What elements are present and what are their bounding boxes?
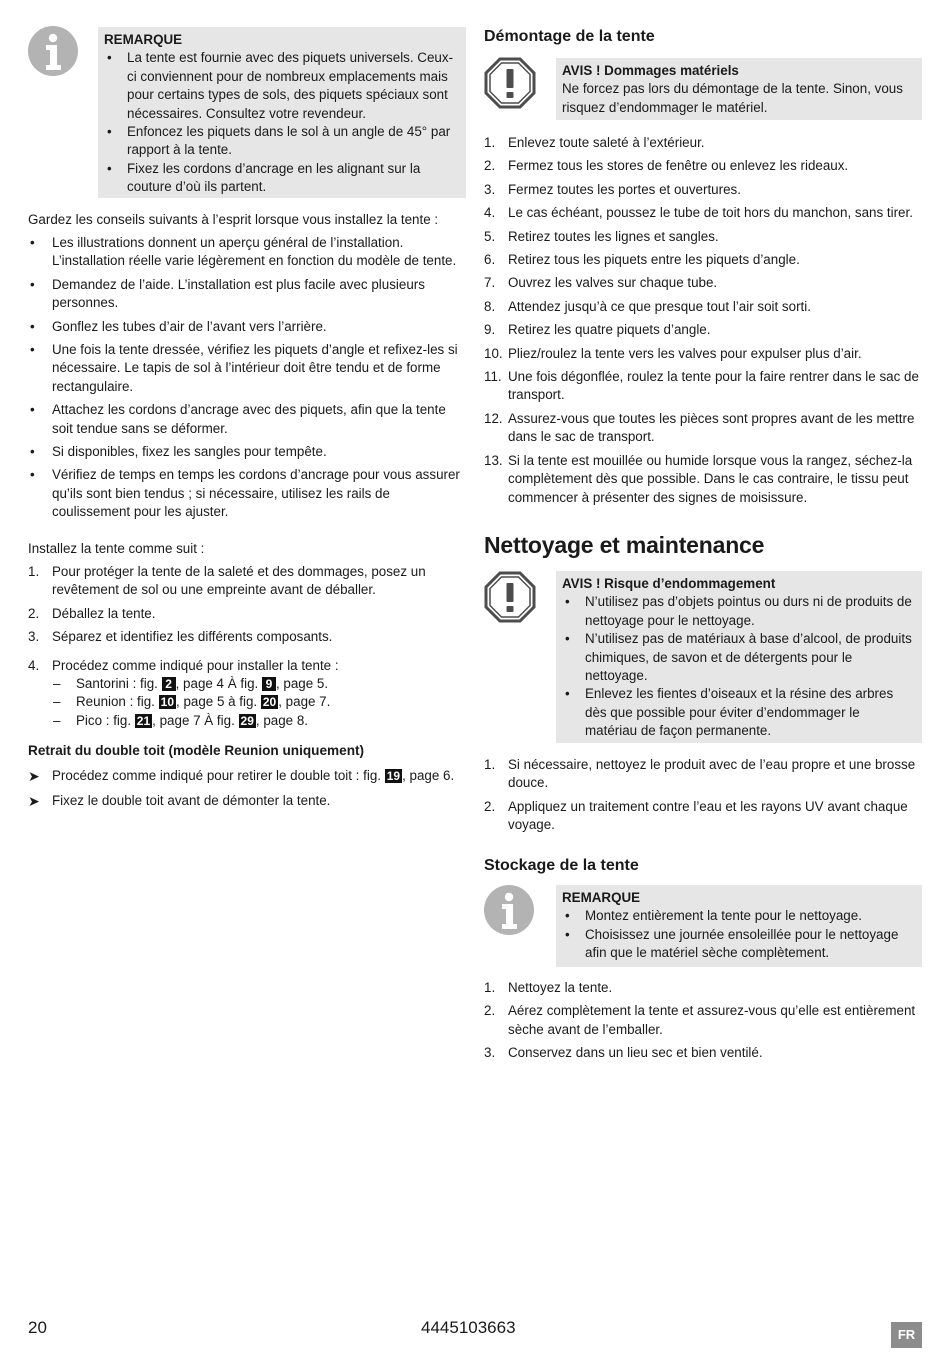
model-text: Reunion : fig. [76,694,159,710]
list-item [484,157,922,175]
list-item [484,228,922,246]
step-text: Ouvrez les valves sur chaque tube. [508,275,718,291]
step-text: Séparez et identifiez les différents composants. [52,629,333,645]
step-text: Assurez-vous que toutes les pièces sont propres avant de les mettre dans le sac de transport. [508,410,915,445]
model-text: , page 7 À fig. [152,712,239,728]
notice-text: Ne forcez pas lors du démontage de la tente. Sinon, vous risquez d’endommager le matériel. [562,81,903,115]
step-text: Nettoyez la tente. [508,980,613,995]
list-item [484,345,922,363]
figure-ref: 10 [160,695,174,710]
doc-number: 4445103663 [421,1318,516,1337]
list-item [484,368,922,405]
step-text: Si nécessaire, nettoyez le produit avec de l’eau propre et une brosse douce. [508,757,916,791]
step-text: Aérez complètement la tente et assurez-vous qu’elle est entièrement sèche avant de l’emballer. [508,1003,916,1037]
step-number: 2. [484,798,496,814]
step-number: 11. [484,369,502,385]
list-item: • Attachez les cordons d’ancrage avec des piquets, afin que la tente soit tendue sans se déformer. [28,401,466,438]
page-number: 20 [28,1318,47,1337]
model-list [52,675,466,730]
step-number: 6. [484,252,496,268]
arrow-icon: ➤ [28,793,40,810]
figure-ref: 21 [136,713,151,728]
step-number: 1. [484,980,496,995]
step-text: Appliquez un traitement contre l’eau et les rayons UV avant chaque voyage. [508,798,908,833]
step-text: , page 6. [402,768,455,783]
warning-icon [484,57,536,109]
list-item [484,979,922,997]
step-text: Retirez tous les piquets entre les piquets d’angle. [508,252,800,268]
list-item [484,251,922,269]
step-number: 4. [484,205,496,221]
step-number: 10. [484,345,503,361]
figure-ref: 20 [262,695,277,710]
step-text: Fermez tous les stores de fenêtre ou enlevez les rideaux. [508,158,849,174]
step-text: Procédez comme indiqué pour installer la tente : [52,657,339,673]
info-icon [28,26,78,76]
warning-icon [484,571,536,623]
maintenance-heading: Nettoyage et maintenance [484,532,765,558]
list-item [28,792,466,810]
model-text: , page 5 à fig. [176,694,261,710]
list-item: • Gonflez les tubes d’air de l’avant vers l’arrière. [28,318,466,336]
info-icon [484,885,534,935]
list-item: • Fixez les cordons d’ancrage en les alignant sur la couture d’où ils partent. [104,160,458,197]
list-item: • Enlevez les fientes d’oiseaux et la résine des arbres dès que possible pour éviter d’endommager le matériau de façon permanente. [562,685,914,740]
step-number: 8. [484,298,496,314]
list-item: • Si disponibles, fixez les sangles pour tempête. [28,443,466,461]
tips-intro: Gardez les conseils suivants à l’esprit lorsque vous installez la tente : [28,212,439,227]
step-number: 5. [484,228,496,244]
list-item [484,181,922,199]
step-text: Pour protéger la tente de la saleté et des dommages, posez un revêtement de sol ou une empreinte avant de déballer. [52,564,426,598]
list-item: • La tente est fournie avec des piquets universels. Ceux-ci conviennent pour de nombreux emplacements mais pour certains types de sols, des piquets spéciaux sont nécessaires. Consultez votre revendeur. [104,49,458,123]
list-item [484,756,922,793]
step-text: Fixez le double toit avant de démonter la tente. [52,793,331,809]
step-text: Fermez toutes les portes et ouvertures. [508,181,741,197]
step-text: Retirez toutes les lignes et sangles. [508,228,719,244]
step-text: Conservez dans un lieu sec et bien ventilé. [508,1045,763,1061]
step-number: 1. [28,564,40,579]
step-number: 1. [484,135,496,150]
arrow-icon: ➤ [28,768,40,784]
step-number: 2. [484,158,496,174]
figure-ref: 19 [386,769,401,783]
model-text: Pico : fig. [76,712,135,728]
step-number: 3. [28,629,40,645]
list-item [484,134,922,152]
list-item [484,204,922,222]
list-item [484,1002,922,1039]
model-text: , page 7. [278,694,331,710]
list-item: • Demandez de l’aide. L’installation est plus facile avec plusieurs personnes. [28,276,466,313]
model-item [52,712,466,730]
step-number: 7. [484,275,496,291]
step-number: 3. [484,1045,496,1061]
model-text: , page 8. [255,712,308,728]
model-text: Santorini : fig. [76,676,162,692]
list-item [484,798,922,835]
step-text: Procédez comme indiqué pour retirer le double toit : fig. [52,768,385,783]
dismantle-heading: Démontage de la tente [484,28,655,45]
list-item: • Les illustrations donnent un aperçu général de l’installation. L’installation réelle varie légèrement en fonction du modèle de tente. [28,234,466,271]
list-item [484,1044,922,1062]
step-text: Déballez la tente. [52,605,156,621]
notice-box [556,58,922,120]
step-number: 1. [484,757,496,772]
list-item [484,452,922,507]
step-text: Retirez les quatre piquets d’angle. [508,322,711,338]
list-item: • Montez entièrement la tente pour le nettoyage. [562,907,914,925]
list-item [28,767,466,785]
list-item [484,321,922,339]
step-number: 2. [484,1003,496,1019]
step-number: 2. [28,605,40,621]
list-item: • Choisissez une journée ensoleillée pour le nettoyage afin que le matériel sèche complètement. [562,926,914,963]
dismantle-steps [484,134,922,512]
list-item [484,298,922,316]
model-text: , page 5. [275,676,329,692]
step-number: 4. [28,657,40,673]
list-item [28,657,466,731]
note-list [562,907,914,962]
step-number: 12. [484,410,503,426]
note-box [556,885,922,967]
notice-title: AVIS ! Risque d’endommagement [562,576,776,591]
notice-title: AVIS ! Dommages matériels [562,63,739,78]
list-item [484,274,922,292]
figure-ref: 2 [162,677,176,691]
list-item: • Vérifiez de temps en temps les cordons d’ancrage pour vous assurer qu’ils sont bien tendus ; si nécessaire, utilisez les rails de coulissement pour les ajuster. [28,466,466,521]
figure-ref: 9 [262,677,276,691]
list-item: • Enfoncez les piquets dans le sol à un angle de 45° par rapport à la tente. [104,123,458,160]
install-steps [28,563,466,735]
step-number: 9. [484,322,496,338]
step-text: Le cas échéant, poussez le tube de toit hors du manchon, sans tirer. [508,205,913,221]
model-item [52,693,466,711]
removal-heading: Retrait du double toit (modèle Reunion uniquement) [28,743,365,758]
language-badge: FR [891,1322,922,1348]
notice-list [562,593,914,740]
step-number: 13. [484,452,503,468]
step-text: Enlevez toute saleté à l’extérieur. [508,135,705,150]
list-item: • Une fois la tente dressée, vérifiez les piquets d’angle et refixez-les si nécessaire. Le tapis de sol à l’intérieur doit être tendu et de forme rectangulaire. [28,341,466,396]
notice-box [556,571,922,743]
step-text: Pliez/roulez la tente vers les valves pour expulser plus d’air. [508,345,862,361]
note-title: REMARQUE [104,32,183,47]
note-title: REMARQUE [562,890,641,905]
step-text: Une fois dégonflée, roulez la tente pour la faire rentrer dans le sac de transport. [508,369,919,403]
storage-heading: Stockage de la tente [484,857,639,874]
step-text: Attendez jusqu’à ce que presque tout l’air soit sorti. [508,298,811,314]
storage-steps [484,979,922,1068]
list-item [28,605,466,623]
install-intro: Installez la tente comme suit : [28,541,205,556]
tips-list [28,234,466,527]
figure-ref: 29 [240,713,254,728]
list-item: • N’utilisez pas d’objets pointus ou durs ni de produits de nettoyage pour le nettoyage. [562,593,914,630]
step-text: Si la tente est mouillée ou humide lorsque vous la rangez, séchez-la complètement dès que possible. Dans le cas contraire, le tissu peut commencer à présenter des signes de moisissure. [508,452,913,505]
list-item [28,628,466,646]
step-number: 3. [484,181,496,197]
list-item: • N’utilisez pas de matériaux à base d’alcool, de produits chimiques, de savon et de détergents pour le nettoyage. [562,630,914,685]
model-item [52,675,466,693]
note-box [98,27,466,198]
model-text: , page 4 À fig. [175,676,262,692]
list-item [28,563,466,600]
removal-steps [28,767,466,818]
maintenance-steps [484,756,922,840]
list-item [484,410,922,447]
note-list [104,49,458,196]
